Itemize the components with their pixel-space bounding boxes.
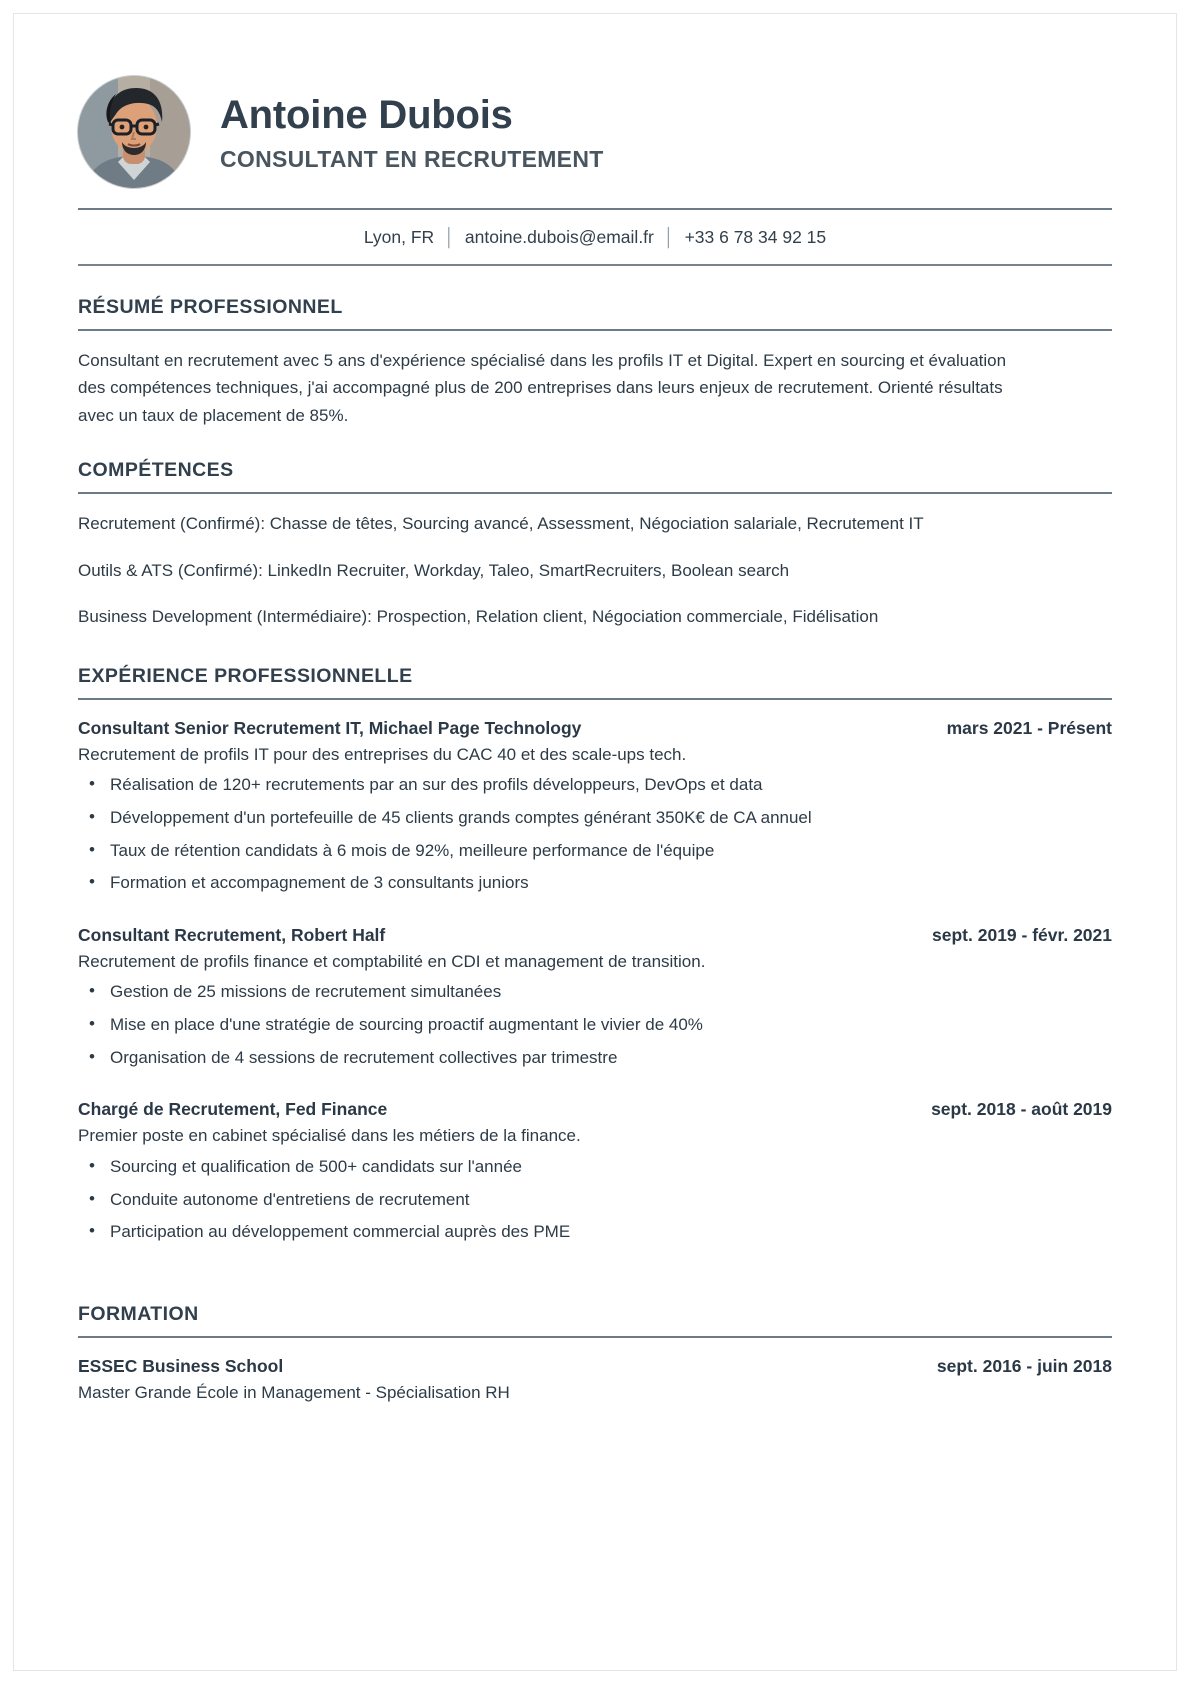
list-item: • Mise en place d'une stratégie de sourcing proactif augmentant le vivier de 40%: [78, 1013, 1112, 1046]
experience-role: Chargé de Recrutement, Fed Finance: [78, 1099, 388, 1120]
experience-entry: [78, 1097, 1112, 1244]
experience-role: Consultant Recrutement, Robert Half: [78, 924, 386, 945]
resume-header: [78, 76, 1112, 194]
experience-description: Recrutement de profils finance et comptabilité en CDI et management de transition.: [78, 951, 706, 971]
profile-photo-icon: [78, 76, 190, 188]
experience-dates: sept. 2019 - févr. 2021: [932, 924, 1112, 945]
summary-text: Consultant en recrutement avec 5 ans d'expérience spécialisé dans les profils IT et Digital. Expert en sourcing et évaluation des compétences techniques, j'ai accompagné plus de 200 entreprises dans leurs enjeux de recrutement. Orienté résultats avec un taux de placement de 85%.: [78, 350, 1007, 425]
avatar: [78, 76, 190, 188]
list-item: • Participation au développement commercial auprès des PME: [78, 1220, 1112, 1245]
experience-entry: [78, 716, 1112, 896]
section-title-experience: EXPÉRIENCE PROFESSIONNELLE: [78, 664, 413, 687]
list-item: • Gestion de 25 missions de recrutement simultanées: [78, 980, 1112, 1013]
experience-dates: mars 2021 - Présent: [946, 717, 1112, 738]
section-summary: [78, 296, 1112, 430]
contact-separator-2: │: [663, 227, 675, 247]
section-title-skills: COMPÉTENCES: [78, 459, 234, 482]
experience-description: Recrutement de profils IT pour des entreprises du CAC 40 et des scale-ups tech.: [78, 744, 687, 764]
skill-group: Recrutement (Confirmé): Chasse de têtes, Sourcing avancé, Assessment, Négociation salariale, Recrutement IT: [78, 514, 924, 534]
section-skills: [78, 459, 1112, 631]
education-school: ESSEC Business School: [78, 1355, 284, 1376]
education-dates: sept. 2016 - juin 2018: [936, 1355, 1112, 1376]
contact-location: Lyon, FR: [363, 227, 435, 247]
list-item: • Organisation de 4 sessions de recrutement collectives par trimestre: [78, 1046, 1112, 1071]
section-title-education: FORMATION: [78, 1302, 199, 1325]
resume-content: [78, 76, 1112, 1405]
education-degree: Master Grande École in Management - Spécialisation RH: [78, 1382, 510, 1402]
experience-entry-header: [78, 716, 1112, 741]
skill-group: Business Development (Intermédiaire): Prospection, Relation client, Négociation commerciale, Fidélisation: [78, 607, 879, 627]
list-item: • Conduite autonome d'entretiens de recrutement: [78, 1188, 1112, 1221]
experience-bullets: [78, 1155, 1112, 1245]
page-title: Antoine Dubois: [220, 93, 513, 138]
resume-sheet: [14, 14, 1176, 1670]
experience-bullets: [78, 773, 1112, 896]
experience-entry: [78, 923, 1112, 1070]
experience-entry-header: [78, 1097, 1112, 1122]
section-education: [78, 1303, 1112, 1405]
skill-group: Outils & ATS (Confirmé): LinkedIn Recruiter, Workday, Taleo, SmartRecruiters, Boolean search: [78, 560, 790, 580]
list-item: • Sourcing et qualification de 500+ candidats sur l'année: [78, 1155, 1112, 1188]
contact-line: [78, 210, 1112, 264]
list-item: • Formation et accompagnement de 3 consultants juniors: [78, 871, 1112, 896]
headline-job-title: CONSULTANT EN RECRUTEMENT: [220, 146, 604, 173]
contact-separator-1: │: [444, 227, 456, 247]
list-item: • Réalisation de 120+ recrutements par an sur des profils développeurs, DevOps et data: [78, 773, 1112, 806]
education-entry: [78, 1354, 1112, 1405]
experience-entry-header: [78, 923, 1112, 948]
list-item: • Taux de rétention candidats à 6 mois de 92%, meilleure performance de l'équipe: [78, 839, 1112, 872]
experience-bullets: [78, 980, 1112, 1070]
experience-role: Consultant Senior Recrutement IT, Michael Page Technology: [78, 717, 582, 738]
section-divider-summary: [78, 329, 1112, 331]
list-item: • Développement d'un portefeuille de 45 clients grands comptes générant 350K€ de CA annuel: [78, 806, 1112, 839]
education-entry-header: [78, 1354, 1112, 1379]
contact-phone[interactable]: +33 6 78 34 92 15: [684, 227, 827, 247]
header-divider-bottom: [78, 264, 1112, 266]
section-divider-skills: [78, 492, 1112, 494]
section-divider-experience: [78, 698, 1112, 700]
section-divider-education: [78, 1336, 1112, 1338]
experience-dates: sept. 2018 - août 2019: [931, 1099, 1112, 1120]
identity-block: [220, 91, 1112, 172]
section-experience: [78, 665, 1112, 1245]
section-title-summary: RÉSUMÉ PROFESSIONNEL: [78, 295, 343, 318]
contact-email[interactable]: antoine.dubois@email.fr: [464, 227, 654, 247]
experience-description: Premier poste en cabinet spécialisé dans les métiers de la finance.: [78, 1126, 581, 1146]
